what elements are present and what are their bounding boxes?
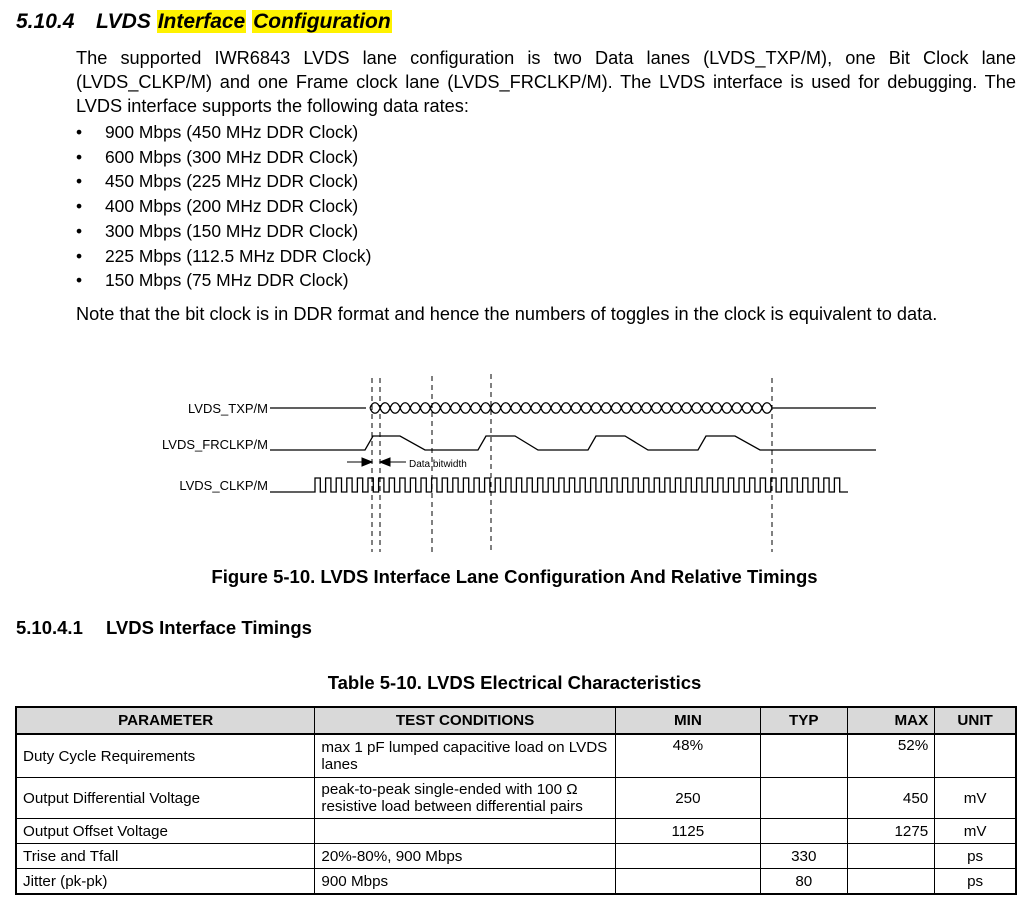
list-item (76, 145, 371, 170)
list-item (76, 219, 371, 244)
table-header-row (16, 707, 1016, 734)
section-number: 5.10.4 (16, 10, 75, 33)
cell-unit: ps (935, 844, 1016, 869)
lvds-characteristics-table (15, 706, 1017, 895)
section-title (96, 10, 392, 34)
data-rate-list (76, 120, 371, 293)
cell-max: 1275 (847, 819, 935, 844)
cell-max: 450 (847, 778, 935, 819)
cell-test (315, 819, 615, 844)
figure-caption: Figure 5-10. LVDS Interface Lane Configuration And Relative Timings (211, 566, 818, 587)
subsection-number: 5.10.4.1 (16, 617, 83, 638)
section-title-highlight-1: Interface (157, 10, 246, 33)
cell-unit: ps (935, 869, 1016, 895)
cell-parameter: Output Differential Voltage (16, 778, 315, 819)
signal-label-frclk: LVDS_FRCLKP/M (162, 437, 268, 452)
cell-test: 900 Mbps (315, 869, 615, 895)
timing-diagram (0, 372, 1029, 557)
header-parameter: PARAMETER (16, 707, 315, 734)
clk-waveform (270, 478, 848, 492)
bullet: • (76, 270, 83, 291)
cell-unit: mV (935, 778, 1016, 819)
table-caption: Table 5-10. LVDS Electrical Characteristics (327, 672, 702, 693)
cell-test: peak-to-peak single-ended with 100 Ω resistive load between differential pairs (315, 778, 615, 819)
data-rate-text: 300 Mbps (150 MHz DDR Clock) (105, 220, 359, 241)
cell-unit (935, 734, 1016, 778)
data-rate-text: 900 Mbps (450 MHz DDR Clock) (105, 122, 359, 142)
cell-unit: mV (935, 819, 1016, 844)
bullet: • (76, 146, 83, 167)
intro-paragraph: The supported IWR6843 LVDS lane configuration is two Data lanes (LVDS_TXP/M), one Bit Clock lane (LVDS_CLKP/M) and one Frame clock lane (LVDS_FRCLKP/M). The LVDS interface is used for debugging. The LVDS interface supports the following data rates: (76, 48, 1016, 116)
data-rate-text: 450 Mbps (225 MHz DDR Clock) (105, 171, 359, 192)
bullet: • (76, 122, 83, 142)
note-paragraph: Note that the bit clock is in DDR format and hence the numbers of toggles in the clock is equivalent to data. (76, 304, 938, 324)
txp-waveform (270, 403, 876, 414)
cell-max (847, 869, 935, 895)
data-rate-text: 150 Mbps (75 MHz DDR Clock) (105, 270, 349, 291)
frclk-waveform (270, 436, 876, 450)
subsection-title: LVDS Interface Timings (106, 617, 312, 638)
cell-test: 20%-80%, 900 Mbps (315, 844, 615, 869)
header-min: MIN (615, 707, 760, 734)
cell-typ (760, 819, 847, 844)
cell-min: 250 (615, 778, 760, 819)
signal-label-clk: LVDS_CLKP/M (179, 478, 268, 493)
table-row (16, 778, 1016, 819)
arrow-head-right (362, 458, 372, 466)
signal-label-txp: LVDS_TXP/M (188, 401, 268, 416)
header-max: MAX (847, 707, 935, 734)
annotation-data-bitwidth: Data bitwidth (409, 459, 467, 470)
cell-typ (760, 778, 847, 819)
cell-max (847, 844, 935, 869)
cell-min (615, 844, 760, 869)
cell-typ: 80 (760, 869, 847, 895)
list-item (76, 194, 371, 219)
cell-parameter: Duty Cycle Requirements (16, 734, 315, 778)
cell-parameter: Jitter (pk-pk) (16, 869, 315, 895)
table-row (16, 844, 1016, 869)
cell-parameter: Trise and Tfall (16, 844, 315, 869)
bullet: • (76, 171, 83, 192)
cell-parameter: Output Offset Voltage (16, 819, 315, 844)
section-title-highlight-2: Configuration (253, 10, 391, 33)
bullet: • (76, 220, 83, 241)
table-row (16, 819, 1016, 844)
header-test-conditions: TEST CONDITIONS (315, 707, 615, 734)
bitwidth-arrows (347, 458, 406, 466)
arrow-head-left (380, 458, 390, 466)
bullet: • (76, 245, 83, 266)
cell-test: max 1 pF lumped capacitive load on LVDS lanes (315, 734, 615, 778)
cell-max: 52% (847, 734, 935, 778)
header-typ: TYP (760, 707, 847, 734)
cell-min: 48% (615, 734, 760, 778)
section-title-plain: LVDS (96, 10, 157, 33)
list-item (76, 268, 371, 293)
cell-min: 1125 (615, 819, 760, 844)
data-rate-text: 600 Mbps (300 MHz DDR Clock) (105, 146, 359, 167)
bullet: • (76, 196, 83, 217)
cell-typ (760, 734, 847, 778)
table-row (16, 734, 1016, 778)
list-item (76, 244, 371, 269)
header-unit: UNIT (935, 707, 1016, 734)
table-row (16, 869, 1016, 895)
cell-typ: 330 (760, 844, 847, 869)
cell-min (615, 869, 760, 895)
data-rate-text: 400 Mbps (200 MHz DDR Clock) (105, 196, 359, 217)
list-item (76, 169, 371, 194)
data-rate-text: 225 Mbps (112.5 MHz DDR Clock) (105, 245, 372, 266)
list-item (76, 120, 371, 145)
